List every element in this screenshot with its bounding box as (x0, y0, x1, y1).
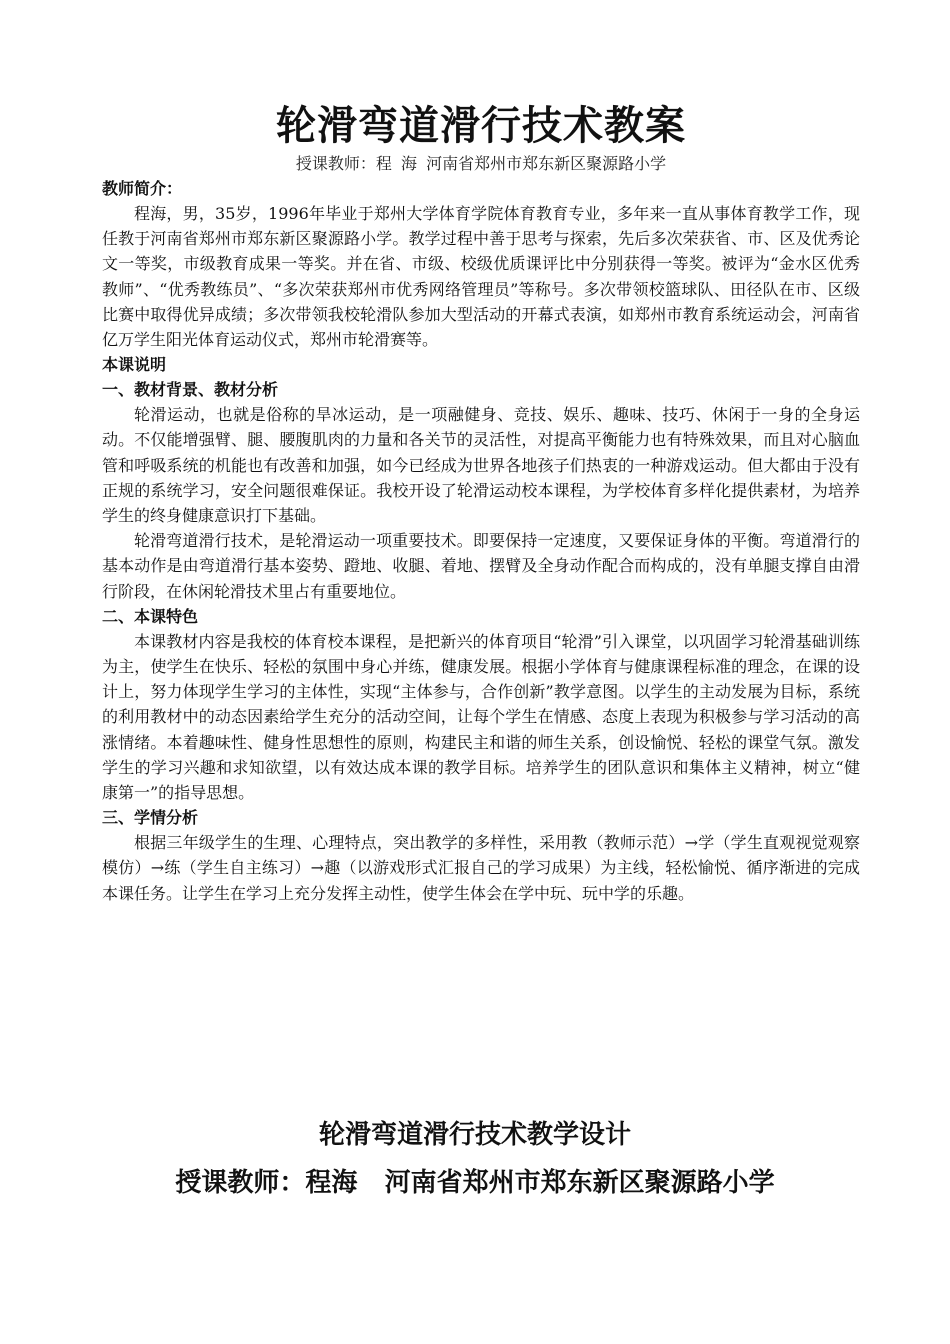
course-notes-heading: 本课说明 (102, 355, 167, 375)
teaching-design-header (0, 1115, 950, 1203)
document-subtitle: 授课教师：程 海 河南省郑州市郑东新区聚源路小学 (295, 154, 667, 173)
section-paragraph: 轮滑运动，也就是俗称的旱冰运动，是一项融健身、竞技、娱乐、趣味、技巧、休闲于一身的全身运动。不仅能增强臂、腿、腰腹肌肉的力量和各关节的灵活性，对提高平衡能力也有特殊效果，而且对心脑血管和呼吸系统的机能也有改善和加强，如今已经成为世界各地孩子们热衷的一种游戏运动。但大都由于没有正规的系统学习，安全问题很难保证。我校开设了轮滑运动校本课程，为学校体育多样化提供素材，为培养学生的终身健康意识打下基础。 (102, 405, 860, 526)
teacher-intro-heading: 教师简介： (102, 179, 183, 198)
section-paragraph: 轮滑弯道滑行技术，是轮滑运动一项重要技术。即要保持一定速度，又要保证身体的平衡。弯道滑行的基本动作是由弯道滑行基本姿势、蹬地、收腿、着地、摆臂及全身动作配合而构成的，没有单腿支撑自由滑行阶段，在休闲轮滑技术里占有重要地位。 (102, 531, 860, 601)
lesson-plan-page (102, 100, 860, 906)
section-heading-material: 一、教材背景、教材分析 (102, 380, 279, 400)
section-heading-learner-analysis: 三、学情分析 (102, 808, 199, 828)
section-paragraph: 本课教材内容是我校的体育校本课程，是把新兴的体育项目“轮滑”引入课堂，以巩固学习轮滑基础训练为主，使学生在快乐、轻松的氛围中身心并练，健康发展。根据小学体育与健康课程标准的理念，在课的设计上，努力体现学生学习的主体性，实现“主体参与，合作创新”教学意图。以学生的主动发展为目标，系统的利用教材中的动态因素给学生充分的活动空间，让每个学生在情感、态度上表现为积极参与学习活动的高涨情绪。本着趣味性、健身性思想性的原则，构建民主和谐的师生关系，创设愉悦、轻松的课堂气氛。激发学生的学习兴趣和求知欲望，以有效达成本课的教学目标。培养学生的团队意识和集体主义精神，树立“健康第一”的指导思想。 (102, 631, 860, 803)
design-title: 轮滑弯道滑行技术教学设计 (318, 1120, 631, 1150)
section-heading-features: 二、本课特色 (102, 606, 199, 626)
document-title: 轮滑弯道滑行技术教案 (276, 102, 686, 149)
section-paragraph: 根据三年级学生的生理、心理特点，突出教学的多样性，采用教（教师示范）→学（学生直观视觉观察模仿）→练（学生自主练习）→趣（以游戏形式汇报自己的学习成果）为主线，轻松愉悦、循序渐进的完成本课任务。让学生在学习上充分发挥主动性，使学生体会在学中玩、玩中学的乐趣。 (102, 833, 860, 903)
teacher-intro-paragraph: 程海，男，35岁，1996年毕业于郑州大学体育学院体育教育专业，多年来一直从事体育教学工作，现任教于河南省郑州市郑东新区聚源路小学。教学过程中善于思考与探索，先后多次荣获省、市、区及优秀论文一等奖，市级教育成果一等奖。并在省、市级、校级优质课评比中分别获得一等奖。被评为“金水区优秀教师”、“优秀教练员”、“多次荣获郑州市优秀网络管理员”等称号。多次带领校篮球队、田径队在市、区级比赛中取得优异成绩；多次带领我校轮滑队参加大型活动的开幕式表演，如郑州市教育系统运动会，河南省亿万学生阳光体育运动仪式，郑州市轮滑赛等。 (102, 204, 860, 350)
design-teacher-line: 授课教师：程海 河南省郑州市郑东新区聚源路小学 (175, 1168, 775, 1198)
